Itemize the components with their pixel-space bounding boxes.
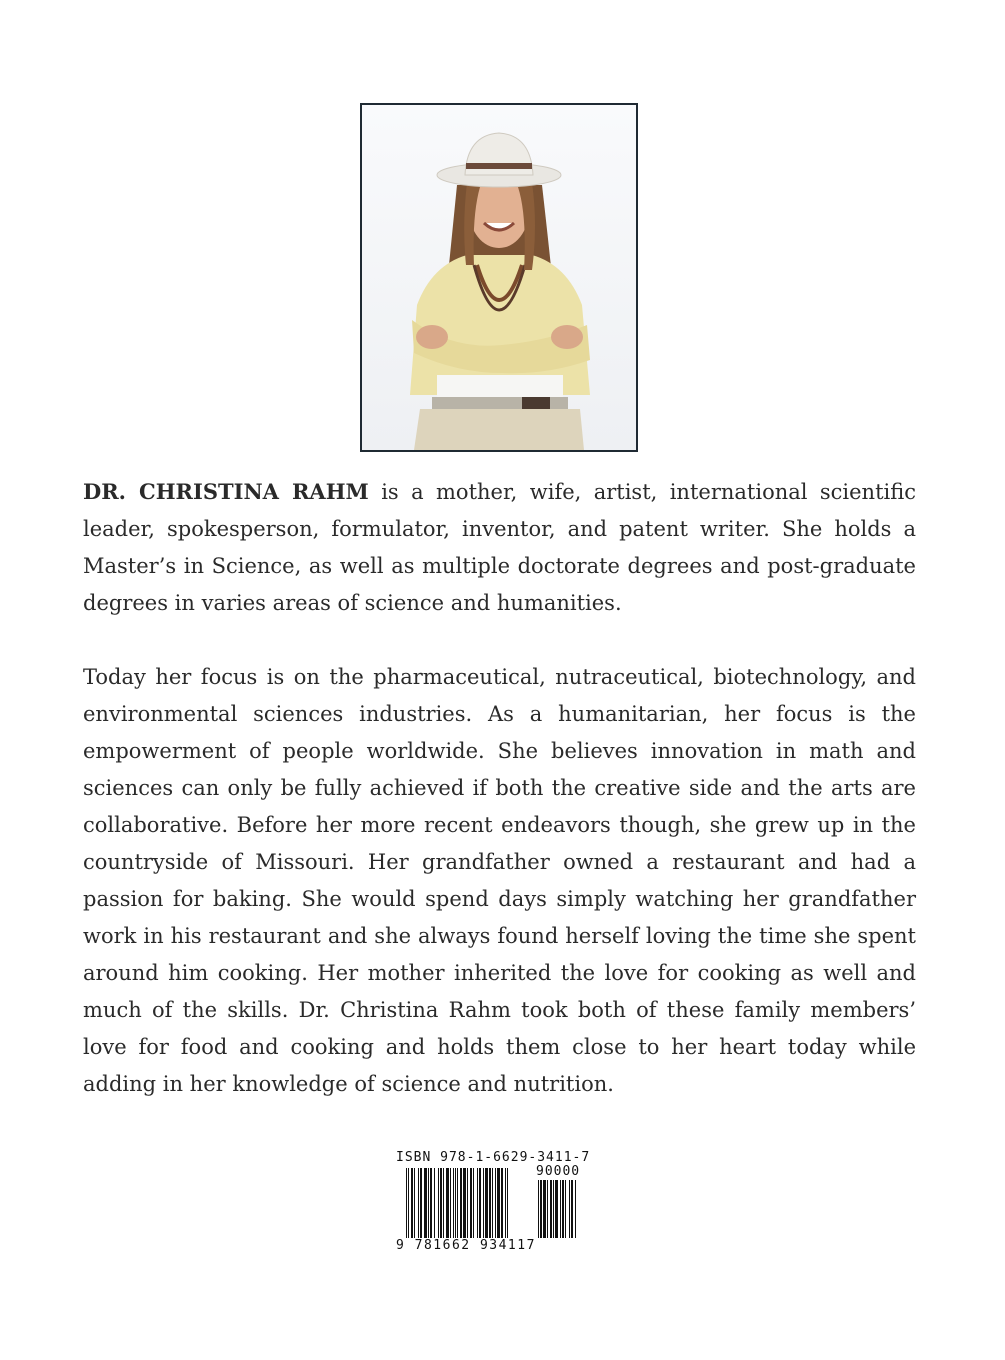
bio-paragraph-1-text: is a mother, wife, artist, international scientific leader, spokesperson, formulator, inventor, and patent writer. She holds a Master’s in Science, as well as multiple doctorate degrees and post-graduate degrees in varies areas of science and humanities. [83,480,916,615]
barcode-bar [495,1168,496,1238]
barcode-bar [424,1168,427,1238]
barcode-bar [553,1180,554,1238]
barcode-bar [434,1168,435,1238]
barcode-bar [492,1168,493,1238]
barcode-bar [501,1168,503,1238]
addon-barcode-bars [538,1180,596,1238]
barcode-bar [440,1168,442,1238]
barcode-bar [538,1180,539,1238]
barcode-bar [575,1180,576,1238]
author-name: DR. CHRISTINA RAHM [83,479,369,504]
barcode-bar [470,1168,472,1238]
barcode-bar [485,1168,488,1238]
bio-paragraph-1 [83,473,916,622]
barcode-bar [453,1168,454,1238]
barcode-bar [406,1168,407,1238]
barcode-bar [560,1180,561,1238]
barcode-bar [555,1180,558,1238]
barcode-bar [562,1180,564,1238]
barcode-bar [543,1180,546,1238]
barcode-bar [457,1168,458,1238]
barcode-bar [418,1168,419,1238]
author-bio [83,473,916,1103]
barcode-bar [430,1168,432,1238]
barcode-bar [569,1180,570,1238]
barcode-bar [428,1168,429,1238]
barcode-bar [497,1168,500,1238]
price-code: 90000 [536,1164,581,1179]
barcode-bar [540,1180,542,1238]
barcode-bar [450,1168,451,1238]
author-portrait-illustration [362,105,636,450]
barcode-bar [550,1180,552,1238]
barcode-bar [455,1168,456,1238]
author-photo [360,103,638,452]
barcode-bar [411,1168,413,1238]
barcode-bar [477,1168,478,1238]
ean-barcode-bars [406,1168,528,1238]
barcode-bar [420,1168,422,1238]
barcode-bar [479,1168,481,1238]
bio-paragraph-2: Today her focus is on the pharmaceutical, nutraceutical, biotechnology, and environmental sciences industries. As a humanitarian, her focus is the empowerment of people worldwide. She believes innovation in math and sciences can only be fully achieved if both the creative side and the arts are collaborative. Before her more recent endeavors though, she grew up in the countryside of Missouri. Her grandfather owned a restaurant and had a passion for baking. She would spend days simply watching her grandfather work in his restaurant and she always found herself loving the time she spent around him cooking. Her mother inherited the love for cooking as well and much of the skills. Dr. Christina Rahm took both of these family members’ love for food and cooking and holds them close to her heart today while adding in her knowledge of science and nutrition. [83,665,916,1096]
isbn-barcode [396,1150,606,1260]
barcode-bar [571,1180,573,1238]
barcode-bar [547,1180,548,1238]
barcode-bar [483,1168,484,1238]
barcode-bar [443,1168,444,1238]
barcode-bar [460,1168,462,1238]
barcode-bar [565,1180,566,1238]
barcode-bar [408,1168,409,1238]
barcode-bar [463,1168,466,1238]
ean-digits: 9 781662 934117 [396,1238,536,1253]
barcode-bar [505,1168,506,1238]
barcode-bar [507,1168,508,1238]
isbn-label: ISBN 978-1-6629-3411-7 [396,1150,591,1165]
barcode-bar [489,1168,491,1238]
barcode-bar [467,1168,468,1238]
barcode-bar [414,1168,415,1238]
barcode-bar [438,1168,439,1238]
barcode-bar [473,1168,474,1238]
barcode-bar [446,1168,449,1238]
